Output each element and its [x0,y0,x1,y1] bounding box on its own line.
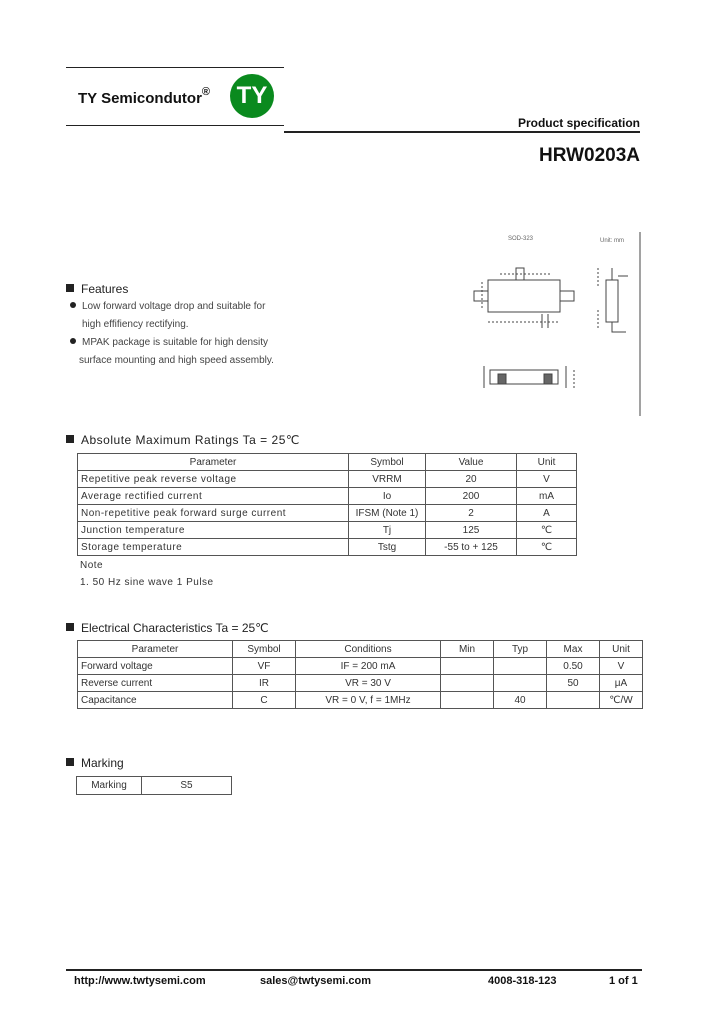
features-heading: Features [66,282,128,296]
doc-type: Product specification [517,116,640,130]
table-row: Forward voltage VF IF = 200 mA 0.50 V [78,658,643,675]
header-main-line [284,131,640,133]
unit-label: Unit: mm [600,238,624,244]
square-bullet-icon [66,284,74,292]
bullet-dot-icon [70,338,76,344]
table-row: Average rectified current Io 200 mA [78,488,577,505]
feature-item: MPAK package is suitable for high density surface mounting and high speed assembly. [70,334,274,370]
company-name: TY Semicondutor® [78,86,211,107]
package-outline-drawing [470,228,650,420]
abs-max-table [77,453,577,556]
table-row: Capacitance C VR = 0 V, f = 1MHz 40 ℃/W [78,692,643,709]
table-row: Storage temperature Tstg -55 to + 125 ℃ [78,539,577,556]
table-row: Marking S5 [77,777,232,795]
square-bullet-icon [66,435,74,443]
square-bullet-icon [66,758,74,766]
feature-item: Low forward voltage drop and suitable for high effifiency rectifying. [70,298,265,334]
note-title: Note [80,560,104,571]
table-row: Reverse current IR VR = 30 V 50 μA [78,675,643,692]
package-label: SOD-323 [508,236,534,242]
part-number: HRW0203A [538,145,640,166]
electrical-table [77,640,643,709]
footer-page: 1 of 1 [609,975,638,987]
footer-phone: 4008-318-123 [488,975,557,987]
table-row: Junction temperature Tj 125 ℃ [78,522,577,539]
abs-max-heading: Absolute Maximum Ratings Ta = 25℃ [66,433,300,447]
electrical-heading: Electrical Characteristics Ta = 25℃ [66,621,269,635]
company-logo: TY [230,74,274,118]
footer-website[interactable]: http://www.twtysemi.com [74,975,206,987]
note-1: 1. 50 Hz sine wave 1 Pulse [80,577,214,588]
marking-heading: Marking [66,756,124,770]
header-logo-line [66,125,284,126]
table-header-row: Parameter Symbol Value Unit [78,454,577,471]
footer-line [66,969,642,971]
footer-email[interactable]: sales@twtysemi.com [260,975,371,987]
header-top-line [66,67,284,68]
marking-table [76,776,232,795]
table-row: Non-repetitive peak forward surge current IFSM (Note 1) 2 A [78,505,577,522]
table-row: Repetitive peak reverse voltage VRRM 20 V [78,471,577,488]
table-header-row: Parameter Symbol Conditions Min Typ Max Unit [78,641,643,658]
bullet-dot-icon [70,302,76,308]
square-bullet-icon [66,623,74,631]
